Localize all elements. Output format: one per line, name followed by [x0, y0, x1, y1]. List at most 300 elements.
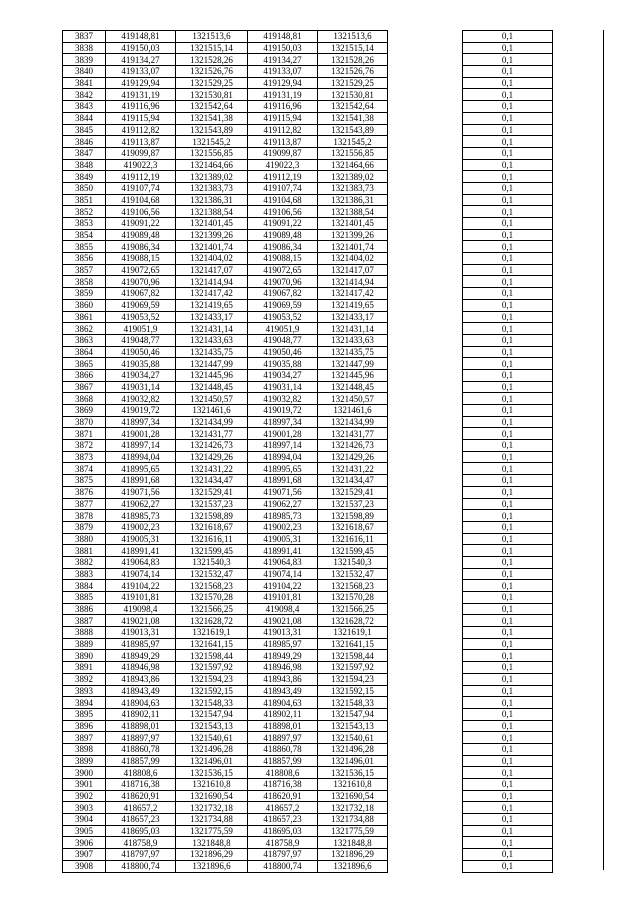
y-new-cell: 1321540,3: [318, 556, 388, 568]
y-old-cell: 1321401,74: [176, 241, 248, 253]
table-row: [63, 299, 553, 311]
y-new-cell: 1321429,26: [318, 451, 388, 463]
spacer-cell: [388, 802, 463, 814]
error-cell: 0,1: [463, 592, 553, 604]
error-cell: 0,1: [463, 124, 553, 136]
error-cell: 0,1: [463, 755, 553, 767]
spacer-cell: [388, 323, 463, 335]
table-row: [63, 463, 553, 475]
y-new-cell: 1321599,45: [318, 545, 388, 557]
x-new-cell: 419115,94: [248, 112, 318, 124]
point-number-cell: 3848: [63, 159, 106, 171]
table-row: [63, 802, 553, 814]
table-row: [63, 393, 553, 405]
y-new-cell: 1321386,31: [318, 194, 388, 206]
x-old-cell: 419074,14: [106, 568, 176, 580]
y-old-cell: 1321530,81: [176, 89, 248, 101]
error-cell: 0,1: [463, 369, 553, 381]
y-new-cell: 1321536,15: [318, 767, 388, 779]
y-old-cell: 1321431,22: [176, 463, 248, 475]
y-new-cell: 1321530,81: [318, 89, 388, 101]
x-new-cell: 419101,81: [248, 592, 318, 604]
error-cell: 0,1: [463, 615, 553, 627]
point-number-cell: 3887: [63, 615, 106, 627]
y-old-cell: 1321447,99: [176, 358, 248, 370]
point-number-cell: 3854: [63, 229, 106, 241]
point-number-cell: 3902: [63, 790, 106, 802]
y-old-cell: 1321445,96: [176, 369, 248, 381]
y-new-cell: 1321450,57: [318, 393, 388, 405]
x-new-cell: 419074,14: [248, 568, 318, 580]
y-new-cell: 1321616,11: [318, 533, 388, 545]
x-new-cell: 419091,22: [248, 218, 318, 230]
error-cell: 0,1: [463, 229, 553, 241]
y-old-cell: 1321431,77: [176, 428, 248, 440]
y-old-cell: 1321732,18: [176, 802, 248, 814]
table-row: [63, 475, 553, 487]
error-cell: 0,1: [463, 428, 553, 440]
table-row: [63, 323, 553, 335]
y-old-cell: 1321426,73: [176, 440, 248, 452]
y-new-cell: 1321445,96: [318, 369, 388, 381]
y-new-cell: 1321417,07: [318, 264, 388, 276]
spacer-cell: [388, 662, 463, 674]
y-new-cell: 1321734,88: [318, 814, 388, 826]
y-new-cell: 1321566,25: [318, 603, 388, 615]
y-old-cell: 1321618,67: [176, 521, 248, 533]
x-old-cell: 418904,63: [106, 697, 176, 709]
y-old-cell: 1321448,45: [176, 381, 248, 393]
y-old-cell: 1321548,33: [176, 697, 248, 709]
table-row: [63, 521, 553, 533]
y-new-cell: 1321383,73: [318, 182, 388, 194]
spacer-cell: [388, 416, 463, 428]
coordinates-table: [62, 30, 553, 873]
table-row: [63, 743, 553, 755]
spacer-cell: [388, 276, 463, 288]
spacer-cell: [388, 790, 463, 802]
x-new-cell: 419013,31: [248, 627, 318, 639]
y-new-cell: 1321628,72: [318, 615, 388, 627]
y-new-cell: 1321401,45: [318, 218, 388, 230]
x-old-cell: 418695,03: [106, 825, 176, 837]
x-new-cell: 419134,27: [248, 54, 318, 66]
y-old-cell: 1321570,28: [176, 592, 248, 604]
point-number-cell: 3866: [63, 369, 106, 381]
y-old-cell: 1321461,6: [176, 405, 248, 417]
error-cell: 0,1: [463, 381, 553, 393]
x-new-cell: 419071,56: [248, 486, 318, 498]
x-old-cell: 419134,27: [106, 54, 176, 66]
point-number-cell: 3850: [63, 182, 106, 194]
y-old-cell: 1321435,75: [176, 346, 248, 358]
y-old-cell: 1321529,41: [176, 486, 248, 498]
y-new-cell: 1321399,26: [318, 229, 388, 241]
x-new-cell: 418860,78: [248, 743, 318, 755]
x-old-cell: 418716,38: [106, 779, 176, 791]
error-cell: 0,1: [463, 112, 553, 124]
x-new-cell: 419050,46: [248, 346, 318, 358]
point-number-cell: 3864: [63, 346, 106, 358]
error-cell: 0,1: [463, 825, 553, 837]
x-old-cell: 419050,46: [106, 346, 176, 358]
spacer-cell: [388, 627, 463, 639]
x-new-cell: 418620,91: [248, 790, 318, 802]
y-new-cell: 1321433,63: [318, 334, 388, 346]
error-cell: 0,1: [463, 556, 553, 568]
point-number-cell: 3837: [63, 31, 106, 43]
error-cell: 0,1: [463, 673, 553, 685]
error-cell: 0,1: [463, 545, 553, 557]
error-cell: 0,1: [463, 580, 553, 592]
y-old-cell: 1321545,2: [176, 136, 248, 148]
y-old-cell: 1321628,72: [176, 615, 248, 627]
y-old-cell: 1321528,26: [176, 54, 248, 66]
point-number-cell: 3858: [63, 276, 106, 288]
error-cell: 0,1: [463, 849, 553, 861]
spacer-cell: [388, 54, 463, 66]
x-new-cell: 419035,88: [248, 358, 318, 370]
spacer-cell: [388, 124, 463, 136]
spacer-cell: [388, 767, 463, 779]
y-old-cell: 1321734,88: [176, 814, 248, 826]
x-new-cell: 418943,86: [248, 673, 318, 685]
x-new-cell: 418904,63: [248, 697, 318, 709]
x-new-cell: 419086,34: [248, 241, 318, 253]
x-old-cell: 419148,81: [106, 31, 176, 43]
x-old-cell: 419106,56: [106, 206, 176, 218]
table-row: [63, 194, 553, 206]
error-cell: 0,1: [463, 779, 553, 791]
error-cell: 0,1: [463, 42, 553, 54]
x-old-cell: 419150,03: [106, 42, 176, 54]
y-new-cell: 1321496,01: [318, 755, 388, 767]
y-old-cell: 1321641,15: [176, 638, 248, 650]
table-row: [63, 253, 553, 265]
error-cell: 0,1: [463, 814, 553, 826]
spacer-cell: [388, 720, 463, 732]
x-new-cell: 419062,27: [248, 498, 318, 510]
y-new-cell: 1321548,33: [318, 697, 388, 709]
point-number-cell: 3861: [63, 311, 106, 323]
x-old-cell: 418620,91: [106, 790, 176, 802]
x-new-cell: 418994,04: [248, 451, 318, 463]
spacer-cell: [388, 66, 463, 78]
x-old-cell: 418897,97: [106, 732, 176, 744]
x-old-cell: 418946,98: [106, 662, 176, 674]
y-old-cell: 1321388,54: [176, 206, 248, 218]
x-new-cell: 418985,73: [248, 510, 318, 522]
point-number-cell: 3885: [63, 592, 106, 604]
x-old-cell: 419107,74: [106, 182, 176, 194]
spacer-cell: [388, 779, 463, 791]
point-number-cell: 3891: [63, 662, 106, 674]
spacer-cell: [388, 147, 463, 159]
point-number-cell: 3868: [63, 393, 106, 405]
error-cell: 0,1: [463, 311, 553, 323]
x-new-cell: 418797,97: [248, 849, 318, 861]
x-old-cell: 419099,87: [106, 147, 176, 159]
y-new-cell: 1321532,47: [318, 568, 388, 580]
spacer-cell: [388, 393, 463, 405]
x-old-cell: 419071,56: [106, 486, 176, 498]
x-old-cell: 419019,72: [106, 405, 176, 417]
y-old-cell: 1321417,42: [176, 288, 248, 300]
point-number-cell: 3865: [63, 358, 106, 370]
spacer-cell: [388, 486, 463, 498]
x-new-cell: 418695,03: [248, 825, 318, 837]
point-number-cell: 3873: [63, 451, 106, 463]
y-old-cell: 1321414,94: [176, 276, 248, 288]
point-number-cell: 3872: [63, 440, 106, 452]
point-number-cell: 3898: [63, 743, 106, 755]
y-old-cell: 1321775,59: [176, 825, 248, 837]
table-row: [63, 779, 553, 791]
table-row: [63, 732, 553, 744]
y-old-cell: 1321616,11: [176, 533, 248, 545]
point-number-cell: 3857: [63, 264, 106, 276]
table-row: [63, 814, 553, 826]
point-number-cell: 3886: [63, 603, 106, 615]
y-old-cell: 1321543,13: [176, 720, 248, 732]
x-new-cell: 419112,82: [248, 124, 318, 136]
spacer-cell: [388, 229, 463, 241]
table-row: [63, 556, 553, 568]
y-new-cell: 1321619,1: [318, 627, 388, 639]
x-new-cell: 419002,23: [248, 521, 318, 533]
error-cell: 0,1: [463, 475, 553, 487]
table-row: [63, 311, 553, 323]
y-new-cell: 1321547,94: [318, 708, 388, 720]
error-cell: 0,1: [463, 662, 553, 674]
x-old-cell: 419053,52: [106, 311, 176, 323]
error-cell: 0,1: [463, 802, 553, 814]
y-new-cell: 1321848,8: [318, 837, 388, 849]
table-row: [63, 416, 553, 428]
x-old-cell: 419035,88: [106, 358, 176, 370]
error-cell: 0,1: [463, 334, 553, 346]
y-new-cell: 1321537,23: [318, 498, 388, 510]
x-new-cell: 418997,34: [248, 416, 318, 428]
y-new-cell: 1321594,23: [318, 673, 388, 685]
point-number-cell: 3878: [63, 510, 106, 522]
x-old-cell: 419104,68: [106, 194, 176, 206]
table-row: [63, 533, 553, 545]
table-row: [63, 849, 553, 861]
error-cell: 0,1: [463, 101, 553, 113]
y-new-cell: 1321431,14: [318, 323, 388, 335]
y-new-cell: 1321896,29: [318, 849, 388, 861]
spacer-cell: [388, 825, 463, 837]
error-cell: 0,1: [463, 31, 553, 43]
y-new-cell: 1321431,22: [318, 463, 388, 475]
y-new-cell: 1321598,44: [318, 650, 388, 662]
error-cell: 0,1: [463, 498, 553, 510]
x-new-cell: 419116,96: [248, 101, 318, 113]
spacer-cell: [388, 194, 463, 206]
x-new-cell: 419129,94: [248, 77, 318, 89]
table-row: [63, 276, 553, 288]
x-old-cell: 418657,2: [106, 802, 176, 814]
table-row: [63, 124, 553, 136]
table-row: [63, 346, 553, 358]
point-number-cell: 3839: [63, 54, 106, 66]
x-new-cell: 418716,38: [248, 779, 318, 791]
y-old-cell: 1321568,23: [176, 580, 248, 592]
y-old-cell: 1321389,02: [176, 171, 248, 183]
spacer-cell: [388, 264, 463, 276]
y-old-cell: 1321556,85: [176, 147, 248, 159]
x-old-cell: 419131,19: [106, 89, 176, 101]
error-cell: 0,1: [463, 89, 553, 101]
point-number-cell: 3870: [63, 416, 106, 428]
x-new-cell: 419112,19: [248, 171, 318, 183]
error-cell: 0,1: [463, 147, 553, 159]
spacer-cell: [388, 89, 463, 101]
table-row: [63, 112, 553, 124]
error-cell: 0,1: [463, 638, 553, 650]
x-new-cell: 419104,68: [248, 194, 318, 206]
point-number-cell: 3842: [63, 89, 106, 101]
x-new-cell: 419070,96: [248, 276, 318, 288]
y-new-cell: 1321592,15: [318, 685, 388, 697]
table-row: [63, 592, 553, 604]
point-number-cell: 3867: [63, 381, 106, 393]
error-cell: 0,1: [463, 405, 553, 417]
table-row: [63, 101, 553, 113]
x-new-cell: 419099,87: [248, 147, 318, 159]
point-number-cell: 3862: [63, 323, 106, 335]
y-new-cell: 1321690,54: [318, 790, 388, 802]
point-number-cell: 3906: [63, 837, 106, 849]
error-cell: 0,1: [463, 451, 553, 463]
table-row: [63, 580, 553, 592]
y-new-cell: 1321434,99: [318, 416, 388, 428]
x-new-cell: 418898,01: [248, 720, 318, 732]
point-number-cell: 3880: [63, 533, 106, 545]
spacer-cell: [388, 638, 463, 650]
spacer-cell: [388, 428, 463, 440]
x-new-cell: 419088,15: [248, 253, 318, 265]
x-new-cell: 419107,74: [248, 182, 318, 194]
table-row: [63, 288, 553, 300]
error-cell: 0,1: [463, 136, 553, 148]
error-cell: 0,1: [463, 486, 553, 498]
spacer-cell: [388, 451, 463, 463]
y-old-cell: 1321513,6: [176, 31, 248, 43]
point-number-cell: 3883: [63, 568, 106, 580]
y-old-cell: 1321399,26: [176, 229, 248, 241]
point-number-cell: 3896: [63, 720, 106, 732]
spacer-cell: [388, 615, 463, 627]
y-new-cell: 1321528,26: [318, 54, 388, 66]
y-new-cell: 1321610,8: [318, 779, 388, 791]
point-number-cell: 3869: [63, 405, 106, 417]
y-new-cell: 1321526,76: [318, 66, 388, 78]
x-old-cell: 419088,15: [106, 253, 176, 265]
table-row: [63, 627, 553, 639]
point-number-cell: 3881: [63, 545, 106, 557]
table-row: [63, 54, 553, 66]
table-row: [63, 334, 553, 346]
y-old-cell: 1321529,25: [176, 77, 248, 89]
x-old-cell: 418994,04: [106, 451, 176, 463]
y-new-cell: 1321543,13: [318, 720, 388, 732]
spacer-cell: [388, 288, 463, 300]
x-new-cell: 419067,82: [248, 288, 318, 300]
y-new-cell: 1321641,15: [318, 638, 388, 650]
x-old-cell: 419062,27: [106, 498, 176, 510]
table-row: [63, 171, 553, 183]
y-old-cell: 1321404,02: [176, 253, 248, 265]
error-cell: 0,1: [463, 603, 553, 615]
x-old-cell: 419112,82: [106, 124, 176, 136]
spacer-cell: [388, 42, 463, 54]
error-cell: 0,1: [463, 171, 553, 183]
error-cell: 0,1: [463, 276, 553, 288]
y-new-cell: 1321496,28: [318, 743, 388, 755]
x-new-cell: 419031,14: [248, 381, 318, 393]
table-row: [63, 440, 553, 452]
table-row: [63, 720, 553, 732]
spacer-cell: [388, 498, 463, 510]
x-old-cell: 419005,31: [106, 533, 176, 545]
x-new-cell: 419048,77: [248, 334, 318, 346]
x-new-cell: 418991,41: [248, 545, 318, 557]
error-cell: 0,1: [463, 510, 553, 522]
error-cell: 0,1: [463, 860, 553, 872]
error-cell: 0,1: [463, 66, 553, 78]
spacer-cell: [388, 603, 463, 615]
spacer-cell: [388, 299, 463, 311]
error-cell: 0,1: [463, 568, 553, 580]
table-row: [63, 31, 553, 43]
x-new-cell: 419019,72: [248, 405, 318, 417]
table-row: [63, 825, 553, 837]
spacer-cell: [388, 311, 463, 323]
error-cell: 0,1: [463, 206, 553, 218]
table-row: [63, 685, 553, 697]
spacer-cell: [388, 358, 463, 370]
table-row: [63, 428, 553, 440]
point-number-cell: 3893: [63, 685, 106, 697]
y-old-cell: 1321496,28: [176, 743, 248, 755]
x-new-cell: 419053,52: [248, 311, 318, 323]
table-row: [63, 673, 553, 685]
point-number-cell: 3845: [63, 124, 106, 136]
x-old-cell: 419022,3: [106, 159, 176, 171]
spacer-cell: [388, 708, 463, 720]
error-cell: 0,1: [463, 685, 553, 697]
y-old-cell: 1321429,26: [176, 451, 248, 463]
point-number-cell: 3875: [63, 475, 106, 487]
spacer-cell: [388, 568, 463, 580]
x-old-cell: 419129,94: [106, 77, 176, 89]
spacer-cell: [388, 510, 463, 522]
spacer-cell: [388, 206, 463, 218]
x-new-cell: 418997,14: [248, 440, 318, 452]
spacer-cell: [388, 521, 463, 533]
point-number-cell: 3908: [63, 860, 106, 872]
x-new-cell: 419005,31: [248, 533, 318, 545]
point-number-cell: 3897: [63, 732, 106, 744]
error-cell: 0,1: [463, 440, 553, 452]
x-old-cell: 418949,29: [106, 650, 176, 662]
error-cell: 0,1: [463, 720, 553, 732]
table-row: [63, 568, 553, 580]
y-new-cell: 1321434,47: [318, 475, 388, 487]
point-number-cell: 3892: [63, 673, 106, 685]
